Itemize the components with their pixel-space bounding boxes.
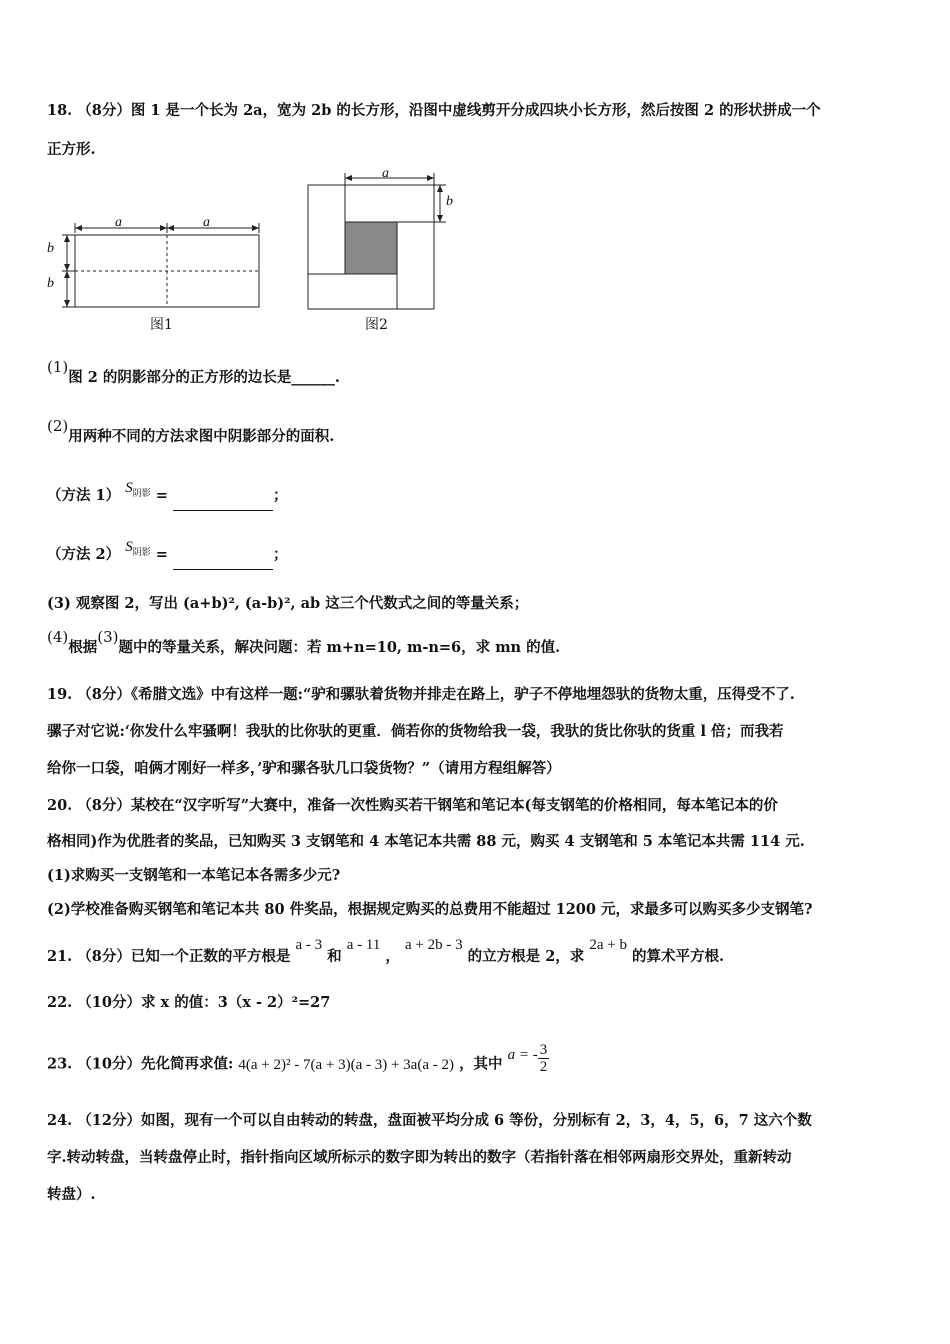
q18-part4-number: (4) bbox=[47, 628, 69, 646]
q21-mid: 的立方根是 2，求 bbox=[467, 948, 585, 965]
q18-part2-number: (2) bbox=[47, 417, 69, 435]
method2-equals: = bbox=[155, 546, 168, 563]
method2-semicolon: ； bbox=[273, 546, 288, 563]
fig2-caption: 图2 bbox=[365, 317, 388, 333]
method1-blank bbox=[173, 510, 273, 511]
method1-s-sub: 阴影 bbox=[132, 487, 151, 498]
q23-mid: ，其中 bbox=[459, 1055, 503, 1073]
q18-part4 bbox=[47, 628, 561, 658]
q21-expr2: a - 11 bbox=[346, 937, 381, 953]
figure-1 bbox=[45, 215, 265, 315]
q24-line1: 24. （12分）如图，现有一个可以自由转动的转盘，盘面被平均分成 6 等份，分别标有 2，3，4，5，6，7 这六个数 bbox=[47, 1112, 812, 1129]
q18-part1-text: 图 2 的阴影部分的正方形的边长是______. bbox=[68, 369, 340, 386]
q21-comma: ， bbox=[385, 948, 400, 965]
method2-label: （方法 2） bbox=[47, 546, 121, 563]
q20-line3: (1)求购买一支钢笔和一本笔记本各需多少元? bbox=[47, 867, 341, 884]
fig2-shaded-square bbox=[345, 222, 397, 274]
q18-line2: 正方形. bbox=[47, 141, 96, 158]
q18-part2 bbox=[47, 417, 335, 447]
q23-frac-denominator: 2 bbox=[539, 1059, 548, 1075]
method1-semicolon: ； bbox=[273, 487, 288, 504]
method2-s-symbol: S bbox=[125, 539, 133, 555]
q24-line2: 字.转动转盘，当转盘停止时，指针指向区域所标示的数字即为转出的数字（若指针落在相邻两扇形交界处，重新转动 bbox=[47, 1149, 792, 1166]
figure-2 bbox=[300, 168, 460, 316]
q21-expr1: a - 3 bbox=[295, 937, 323, 953]
method1-s-symbol: S bbox=[125, 480, 133, 496]
q18-part1-number: (1) bbox=[47, 358, 69, 376]
fig1-label-a2: a bbox=[203, 215, 210, 230]
q21-post: 的算术平方根. bbox=[632, 948, 725, 965]
fig2-label-b: b bbox=[446, 194, 453, 209]
method1-label: （方法 1） bbox=[47, 487, 121, 504]
fig1-label-b1: b bbox=[47, 241, 54, 256]
q21-expr3: a + 2b - 3 bbox=[404, 937, 463, 953]
q23-line bbox=[47, 1042, 549, 1081]
q20-line2: 格相同)作为优胜者的奖品，已知购买 3 支钢笔和 4 本笔记本共需 88 元，购买 4 支钢笔和 5 本笔记本共需 114 元. bbox=[47, 833, 805, 850]
q23-frac-numerator: 3 bbox=[539, 1042, 548, 1058]
q23-expression: 4(a + 2)² - 7(a + 3)(a - 3) + 3a(a - 2) bbox=[238, 1056, 454, 1073]
fig1-caption: 图1 bbox=[150, 317, 173, 333]
q18-part4-pre: 根据 bbox=[68, 639, 98, 656]
q18-line1: 18. （8分）图 1 是一个长为 2a，宽为 2b 的长方形，沿图中虚线剪开分成四块小长方形，然后按图 2 的形状拼成一个 bbox=[47, 102, 821, 119]
q18-part4-text: 题中的等量关系，解决问题：若 m+n=10, m-n=6，求 mn 的值. bbox=[118, 639, 561, 656]
method2-blank bbox=[173, 569, 273, 570]
q18-method1 bbox=[47, 480, 288, 511]
q20-line4: (2)学校准备购买钢笔和笔记本共 80 件奖品，根据规定购买的总费用不能超过 1200 元，求最多可以购买多少支钢笔? bbox=[47, 901, 813, 918]
q18-part1 bbox=[47, 358, 340, 388]
fig2-label-a: a bbox=[382, 166, 389, 181]
q21-pre: 21. （8分）已知一个正数的平方根是 bbox=[47, 948, 291, 965]
q21-expr4: 2a + b bbox=[589, 937, 627, 953]
q23-a-equals: a = - bbox=[507, 1046, 538, 1063]
fig1-label-a1: a bbox=[115, 215, 122, 230]
q19-line3: 给你一口袋，咱俩才刚好一样多，’驴和骡各驮几口袋货物？”（请用方程组解答） bbox=[47, 760, 561, 777]
fig1-label-b2: b bbox=[47, 276, 54, 291]
q22-line: 22. （10分）求 x 的值：3（x - 2）²=27 bbox=[47, 994, 331, 1011]
q20-line1: 20. （8分）某校在“汉字听写”大赛中，准备一次性购买若干钢笔和笔记本(每支钢笔的价格相同，每本笔记本的价 bbox=[47, 797, 778, 814]
q18-part3: (3) 观察图 2，写出 (a+b)², (a-b)², ab 这三个代数式之间的等量关系； bbox=[47, 595, 529, 612]
q19-line2: 骡子对它说:‘你发什么牢骚啊！我驮的比你驮的更重．倘若你的货物给我一袋，我驮的货比你驮的货重 l 倍；而我若 bbox=[47, 723, 784, 740]
q24-line3: 转盘）. bbox=[47, 1186, 96, 1203]
q23-pre: 23. （10分）先化简再求值: bbox=[47, 1055, 234, 1073]
q18-part2-text: 用两种不同的方法求图中阴影部分的面积. bbox=[68, 428, 335, 445]
q19-line1: 19. （8分）《希腊文选》中有这样一题:“驴和骡驮着货物并排走在路上，驴子不停地埋怨驮的货物太重，压得受不了. bbox=[47, 686, 795, 703]
q21-and: 和 bbox=[327, 948, 342, 965]
q21-line bbox=[47, 937, 725, 967]
q18-method2 bbox=[47, 539, 288, 570]
method1-equals: = bbox=[155, 487, 168, 504]
q23-fraction bbox=[538, 1042, 550, 1075]
q18-part4-ref: (3) bbox=[97, 628, 119, 646]
method2-s-sub: 阴影 bbox=[132, 546, 151, 557]
